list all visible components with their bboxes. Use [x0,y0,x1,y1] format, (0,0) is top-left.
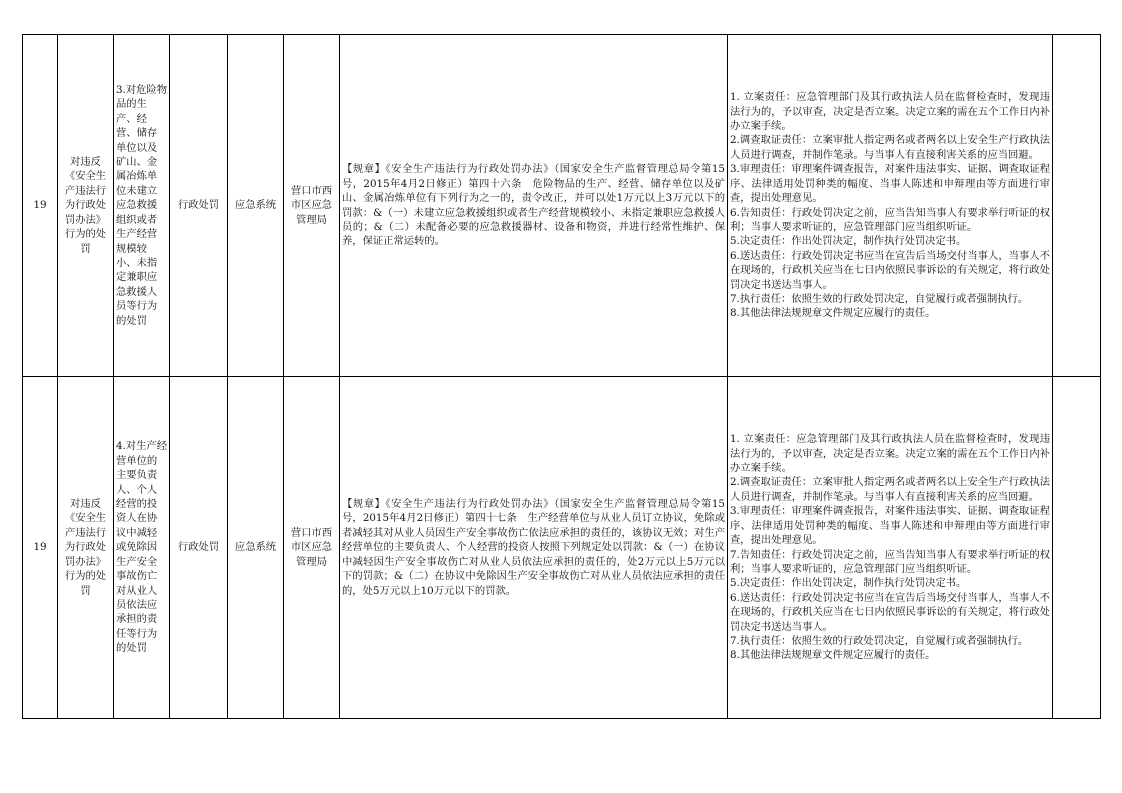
responsibility-item: 1. 立案责任：应急管理部门及其行政执法人员在监督检查时，发现违法行为的，予以审查，决定是否立案。决定立案的需在五个工作日内补办立案手续。 [730,91,1050,133]
department-name: 营口市西市区应急管理局 [284,377,340,719]
responsibility-item: 3.审理责任：审理案件调查报告，对案件违法事实、证据、调查取证程序、法律适用处罚种类的幅度、当事人陈述和申辩理由等方面进行审查，提出处理意见。 [730,163,1050,205]
sub-item-name: 4.对生产经营单位的主要负责人、个人经营的投资人在协议中减轻或免除因生产安全事故伤亡对从业人员依法应承担的责任等行为的处罚 [114,377,170,719]
responsibility-item: 5.决定责任：作出处罚决定，制作执行处罚决定书。 [730,235,967,248]
responsibility-item: 8.其他法律法规规章文件规定应履行的责任。 [730,307,936,320]
responsibility-list [728,35,1053,377]
responsibility-item: 2.调查取证责任：立案审批人指定两名或者两名以上安全生产行政执法人员进行调查，并制作笔录。与当事人有直接利害关系的应当回避。 [730,134,1050,161]
system-name: 应急系统 [228,35,284,377]
responsibility-item: 5.决定责任：作出处罚决定，制作执行处罚决定书。 [730,577,967,590]
responsibility-item: 8.其他法律法规规章文件规定应履行的责任。 [730,649,936,662]
remark-cell [1053,35,1101,377]
remark-cell [1053,377,1101,719]
department-name: 营口市西市区应急管理局 [284,35,340,377]
responsibility-item: 3.审理责任：审理案件调查报告，对案件违法事实、证据、调查取证程序、法律适用处罚种类的幅度、当事人陈述和申辩理由等方面进行审查，提出处理意见。 [730,505,1050,547]
power-type: 行政处罚 [170,35,228,377]
row-number: 19 [23,377,58,719]
responsibility-item: 6.送达责任：行政处罚决定书应当在宣告后当场交付当事人，当事人不在现场的，行政机关应当在七日内依照民事诉讼的有关规定，将行政处罚决定书送达当事人。 [730,591,1050,633]
system-name: 应急系统 [228,377,284,719]
item-name: 对违反《安全生产违法行为行政处罚办法》行为的处罚 [58,35,114,377]
responsibility-list [728,377,1053,719]
sub-item-name: 3.对危险物品的生产、经营、储存单位以及矿山、金属冶炼单位未建立应急救援组织或者生产经营规模较小、未指定兼职应急救援人员等行为的处罚 [114,35,170,377]
responsibility-item: 2.调查取证责任：立案审批人指定两名或者两名以上安全生产行政执法人员进行调查，并制作笔录。与当事人有直接利害关系的应当回避。 [730,476,1050,503]
table-row [23,35,1101,377]
power-list-table [22,34,1101,719]
responsibility-item: 7.告知责任：行政处罚决定之前，应当告知当事人有要求举行听证的权利；当事人要求听证的，应急管理部门应当组织听证。 [730,548,1050,575]
row-number: 19 [23,35,58,377]
power-type: 行政处罚 [170,377,228,719]
responsibility-item: 7.执行责任：依照生效的行政处罚决定，自觉履行或者强制执行。 [730,292,1029,305]
responsibility-item: 6.告知责任：行政处罚决定之前，应当告知当事人有要求举行听证的权利；当事人要求听证的，应急管理部门应当组织听证。 [730,206,1050,233]
responsibility-item: 1. 立案责任：应急管理部门及其行政执法人员在监督检查时，发现违法行为的，予以审查，决定是否立案。决定立案的需在五个工作日内补办立案手续。 [730,433,1050,475]
legal-basis: 【规章】《安全生产违法行为行政处罚办法》（国家安全生产监督管理总局令第15号，2015年4月2日修正）第四十七条 生产经营单位与从业人员订立协议，免除或者减轻其对从业人员因生产安全事故伤亡依法应承担的责任的，该协议无效；对生产经营单位的主要负责人、个人经营的投资人按照下列规定处以罚款：&（一）在协议中减轻因生产安全事故伤亡对从业人员依法应承担的责任的，处2万元以上5万元以下的罚款；&（二）在协议中免除因生产安全事故伤亡对从业人员依法应承担的责任的，处5万元以上10万元以下的罚款。 [340,377,728,719]
table-row [23,377,1101,719]
legal-basis: 【规章】《安全生产违法行为行政处罚办法》（国家安全生产监督管理总局令第15号，2015年4月2日修正）第四十六条 危险物品的生产、经营、储存单位以及矿山、金属冶炼单位有下列行为之一的，责令改正，并可以处1万元以上3万元以下的罚款：&（一）未建立应急救援组织或者生产经营规模较小、未指定兼职应急救援人员的；&（二）未配备必要的应急救援器材、设备和物资，并进行经常性维护、保养，保证正常运转的。 [340,35,728,377]
responsibility-item: 7.执行责任：依照生效的行政处罚决定，自觉履行或者强制执行。 [730,634,1029,647]
responsibility-item: 6.送达责任：行政处罚决定书应当在宣告后当场交付当事人，当事人不在现场的，行政机关应当在七日内依照民事诉讼的有关规定，将行政处罚决定书送达当事人。 [730,249,1050,291]
item-name: 对违反《安全生产违法行为行政处罚办法》行为的处罚 [58,377,114,719]
